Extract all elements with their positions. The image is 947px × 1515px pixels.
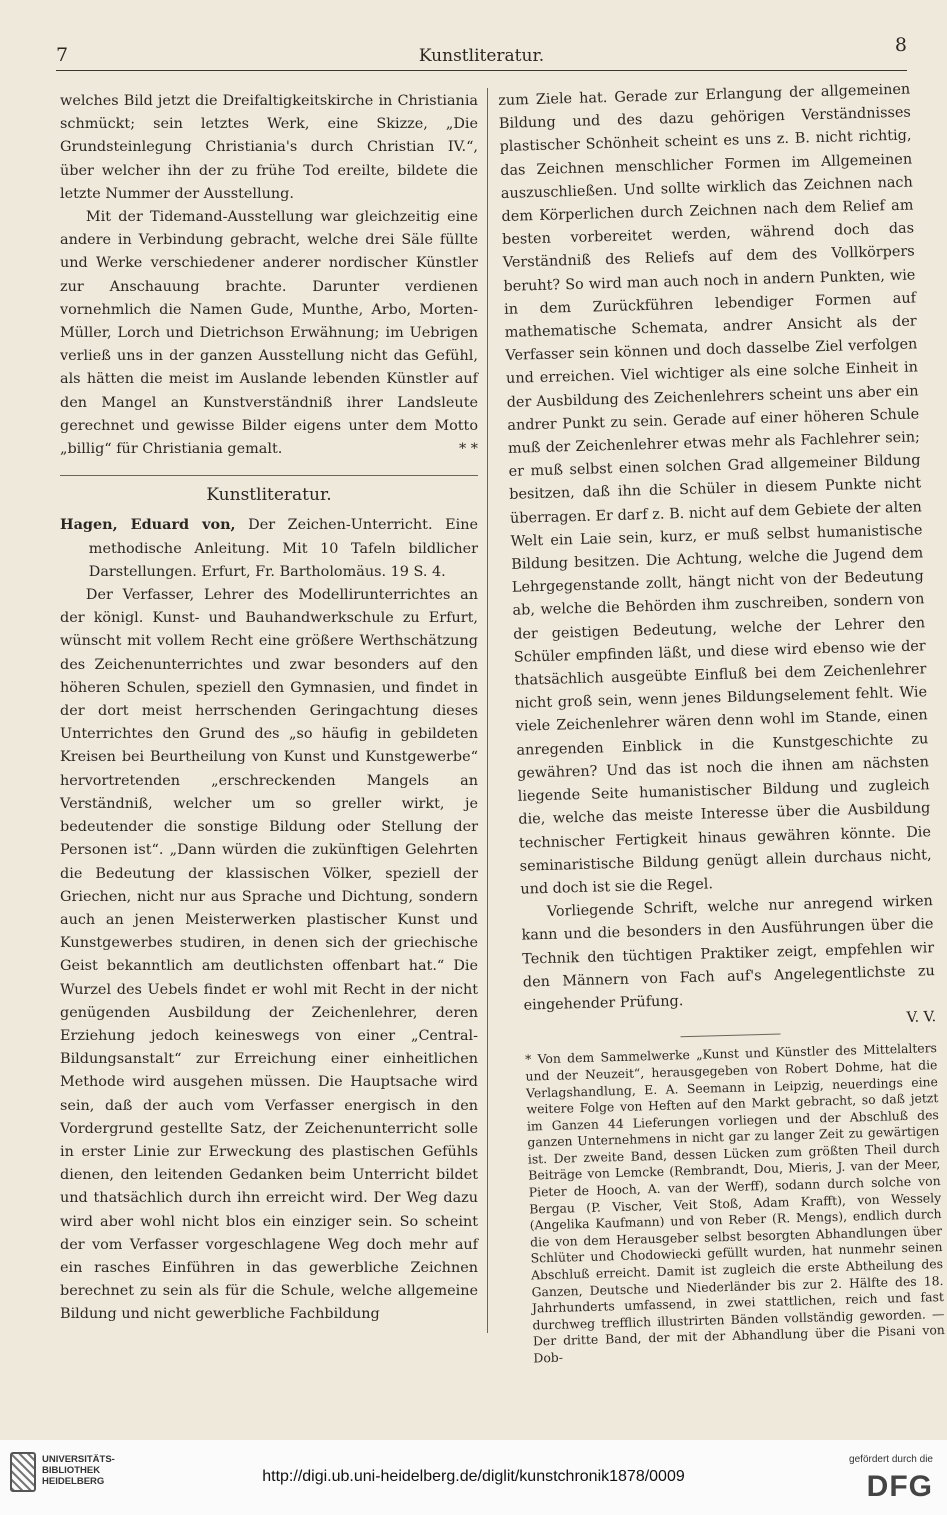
footnote: * Von dem Sammelwerke „Kunst und Künstler des Mittelalters und der Neuzeit“, herausgegeben von Robert Dohme, hat die Verlagshandlung, E. A. Seemann in Leipzig, neuerdings eine weitere Folge von Heften auf den Markt gebracht, so daß jetzt im Ganzen 44 Lieferungen vorliegen und der Abschluß des ganzen Unternehmens in nicht gar zu langer Zeit zu gewärtigen ist. Der zweite Band, dessen Lücken zum größten Theil durch Beiträge von Lemcke (Rembrandt, Dou, Mieris, J. van der Meer, Pieter de Hooch, A. van der Werff), sodann durch solche von Bergau (P. Vischer, Veit Stoß, Adam Krafft), von Wessely (Angelika Kaufmann) und von Reber (R. Mengs), endlich durch die von dem Herausgeber selbst besorgten Abhandlungen über Schlüter und Chodowiecki gefüllt wurden, hat nunmehr seinen Abschluß erreicht. Damit ist zugleich die erste Abtheilung des Ganzen, Deutsche und Niederländer bis zur 2. Hälfte des 18. Jahrhunderts umfassend, in zwei stattlichen, reich und fast durchweg trefflich illustrirten Bänden vollständig geworden. — Der dritte Band, der mit der Abhandlung über die Pisani von Dob- (525, 1029, 946, 1367)
entry-title: Der Zeichen-Unterricht. Eine methodische Anleitung. Mit 10 Tafeln bildlicher Darstellungen. Erfurt, Fr. Bartholomäus. 19 S. 4. (88, 517, 478, 580)
section-title: Kunstliteratur. (206, 485, 332, 506)
paragraph-text: Mit der Tidemand-Ausstellung war gleichzeitig eine andere in Verbindung gebracht, welche drei Säle füllte und Werke verschiedener anderer nordischer Künstler zur Anschauung brachte. Darunter verdienen vornehmlich die Namen Gude, Munthe, Arbo, Morten-Müller, Lorch und Dietrichson Erwähnung; im Uebrigen verließ uns in der ganzen Ausstellung nicht das Gefühl, als hätten die meist im Auslande lebenden Künstler auf den Mangel an Kunstverständniß ihrer Landsleute gerechnet und gewisse Bilder eigens unter dem Motto „billig“ für Christiania gemalt. (60, 209, 478, 458)
paragraph: Der Verfasser, Lehrer des Modellirunterrichtes an der königl. Kunst- und Bauhandwerkschule zu Erfurt, wünscht mit vollem Recht eine größere Werthschätzung des Zeichenunterrichtes und zwar besonders auf den höheren Schulen, speziell den Gymnasien, und findet in der dort meist herrschenden Geringachtung dieses Unterrichtes den Grund des „so häufig in gebildeten Kreisen bei Beurtheilung von Kunst und Kunstgewerbe“ hervortretenden „erschreckenden Mangels an Verständniß, welcher um so greller wirkt, je bedeutender die sonstige Bildung oder Stellung der Personen ist“. „Dann würden die zukünftigen Gelehrten die Bedeutung der klassischen Völker, speziell der Griechen, nicht nur aus Sprache und Dichtung, sondern auch an jenen Meisterwerken plastischer Kunst und Kunstgewerbes studiren, in denen sich der griechische Geist bekanntlich am deutlichsten offenbart hat.“ Die Wurzel des Uebels findet er wohl mit Recht in der nicht genügenden Ausbildung der Zeichenlehrer, deren Erziehung jedoch keineswegs von einer „Central-Bildungsanstalt“ zur Erreichung einer einheitlichen Methode wird ausgehen müssen. Die Hauptsache wird sein, daß der auch vom Verfasser energisch in den Vordergrund gestellte Satz, der Zeichenunterricht solle in erster Linie zur Erweckung des plastischen Gefühls dienen, den leitenden Gedanken beim Unterricht bildet und thatsächlich durch ihn erreicht wird. Der Weg dazu wird aber wohl nicht blos ein einziger sein. So scheint der vom Verfasser vorgeschlagene Weg doch mehr auf ein rasches Einführen in das gewerbliche Zeichnen berechnet zu sein als für die Schule, welche allgemeine Bildung und nicht gewerbliche Fachbildung (60, 587, 478, 1323)
funded-by-text: gefördert durch die (849, 1454, 933, 1465)
running-header (56, 34, 907, 72)
section-stars: * * (459, 441, 478, 458)
section-divider (60, 475, 478, 476)
paragraph (60, 206, 478, 461)
column-divider (487, 88, 488, 1333)
source-url-link[interactable]: http://digi.ub.uni-heidelberg.de/diglit/kunstchronik1878/0009 (262, 1468, 685, 1485)
running-title: Kunstliteratur. (418, 46, 545, 66)
signature: V. V. (906, 1009, 937, 1027)
paragraph: zum Ziele hat. Gerade zur Erlangung der allgemeinen Bildung und des dazu gehörigen Verständnisses plastischer Schönheit scheint es uns z. B. nicht richtig, das Zeichnen menschlicher Formen im Allgemeinen auszuschließen. Und sollte wirklich das Zeichnen nach dem Körperlichen durch Zeichnen nach dem Relief am besten vorbereitet werden, während doch das Verständniß des Reliefs auf dem des Vollkörpers beruht? So wird man auch noch in andern Punkten, wie in dem Zurückführen lebendiger Formen auf mathematische Schemata, andrer Ansicht als der Verfasser sein können und doch dasselbe Ziel verfolgen und erreichen. Viel wichtiger als eine solche Einheit in der Ausbildung des Zeichenlehrers scheint uns aber ein andrer Punkt zu sein. Gerade auf einer höheren Schule muß der Zeichenlehrer etwas mehr als Fachlehrer sein; er muß selbst einen solchen Grad allgemeiner Bildung besitzen, daß ihn die Schüler in diesem Punkte nicht überragen. Er darf z. B. nicht auf dem Gebiete der alten Welt ein Laie sein, kurz, er muß selbst humanistische Bildung besitzen. Die Achtung, welche die Jugend dem Lehrgegenstande zollt, hängt nicht von der Bedeutung ab, welche die Behörden ihm zuschreiben, sondern von der geistigen Bedeutung, welche der Lehrer den Schüler empfinden läßt, und diese wird ebenso wie der thatsächlich ausgeübte Einfluß bei dem Zeichenlehrer nicht groß sein, wenn jenes Bildungselement fehlt. Wie viele Zeichenlehrer wären denn wohl im Stande, einen anregenden Einblick in die Kunstgeschichte zu gewähren? Und das ist noch die ihnen am nächsten liegende Seite humanistischer Bildung und zugleich die, welche das meiste Interesse über die Ausbildung technischer Fertigkeit hinaus gewähren könnte. Die seminaristische Bildung genügt allein durchaus nicht, und doch ist sie die Regel. (498, 81, 932, 898)
paragraph: welches Bild jetzt die Dreifaltigkeitskirche in Christiania schmückt; sein letztes Werk, eine Skizze, „Die Grundsteinlegung Christiania's durch Christian IV.“, über welcher ihn der zu frühe Tod ereilte, bildete die letzte Nummer der Ausstellung. (60, 93, 478, 202)
page-number-left: 7 (56, 44, 69, 66)
right-column (498, 78, 946, 1367)
left-column (60, 90, 478, 1327)
viewer-footer (0, 1440, 947, 1515)
entry-author: Hagen, Eduard von, (60, 516, 236, 534)
page-number-right: 8 (894, 34, 907, 56)
book-entry (60, 513, 478, 584)
paragraph: Vorliegende Schrift, welche nur anregend wirken kann und die besonders in den Ausführungen über die Technik den tüchtigen Praktiker zeigt, empfehlen wir den Männern von Fach auf's Angelegentlichste zu eingehender Prüfung. (521, 893, 935, 1014)
dfg-logo: DFG (866, 1470, 933, 1503)
library-name: UNIVERSITÄTS- BIBLIOTHEK HEIDELBERG (42, 1454, 115, 1487)
header-rule (56, 70, 907, 71)
